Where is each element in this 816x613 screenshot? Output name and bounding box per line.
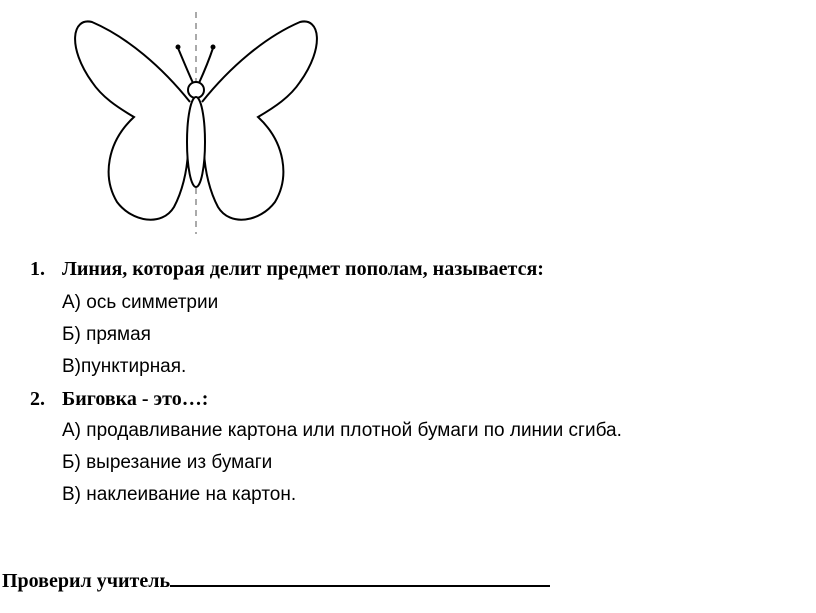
butterfly-illustration <box>62 12 332 237</box>
right-antenna-tip <box>211 45 216 50</box>
question-1-option-a: А) ось симметрии <box>62 292 219 313</box>
signature-line[interactable] <box>170 567 550 587</box>
right-antenna <box>199 48 213 83</box>
question-2-text: Биговка - это…: <box>62 388 209 410</box>
question-1-option-b: Б) прямая <box>62 324 151 345</box>
left-wing <box>75 21 190 219</box>
question-1-text: Линия, которая делит предмет пополам, называется: <box>62 258 544 280</box>
left-antenna-tip <box>176 45 181 50</box>
question-2-option-c: В) наклеивание на картон. <box>62 484 297 505</box>
signature-label: Проверил учитель <box>2 570 171 592</box>
question-1-title <box>30 258 544 281</box>
left-antenna <box>178 48 193 83</box>
butterfly-head <box>188 82 204 98</box>
right-wing <box>202 21 317 219</box>
butterfly-body <box>187 97 205 187</box>
question-2-option-a: А) продавливание картона или плотной бумаги по линии сгиба. <box>62 420 622 441</box>
question-1-option-c: В)пунктирная. <box>62 356 187 377</box>
question-2-option-b: Б) вырезание из бумаги <box>62 452 273 473</box>
teacher-signature <box>2 567 550 593</box>
question-2-number: 2. <box>30 388 45 410</box>
question-2-title <box>30 388 208 411</box>
question-1-number: 1. <box>30 258 45 280</box>
